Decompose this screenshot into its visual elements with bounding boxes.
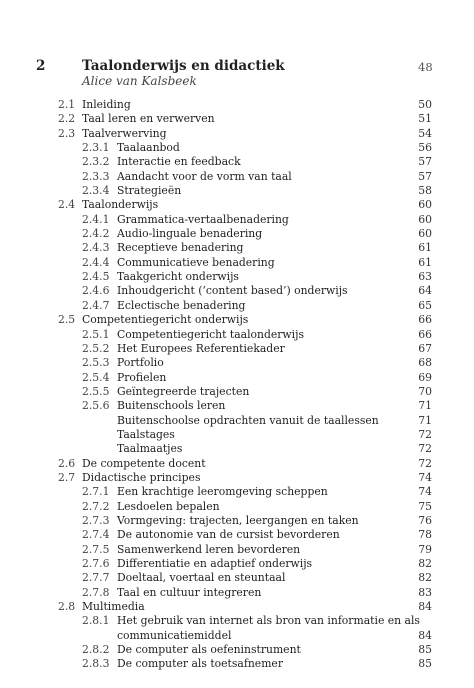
toc-entry-title: Didactische principes bbox=[82, 470, 201, 484]
toc-entry-title: Portfolio bbox=[117, 356, 164, 370]
toc-entry-number: 2.7.5 bbox=[82, 542, 110, 556]
toc-entry bbox=[0, 514, 474, 528]
toc-entry-page: 60 bbox=[418, 212, 432, 226]
toc-entry bbox=[0, 213, 474, 227]
toc-entry bbox=[0, 557, 474, 571]
toc-entry-number: 2.5.2 bbox=[82, 341, 110, 355]
toc-entry-title: Vormgeving: trajecten, leergangen en taken bbox=[117, 513, 359, 527]
toc-entry-page: 63 bbox=[418, 270, 432, 284]
toc-entry bbox=[0, 500, 474, 514]
toc-entry-number: 2.3.4 bbox=[82, 184, 110, 198]
toc-entry-page: 61 bbox=[418, 241, 432, 255]
toc-entry-number: 2.5.3 bbox=[82, 356, 110, 370]
toc-entry-number: 2.5.4 bbox=[82, 370, 110, 384]
chapter-number: 2 bbox=[36, 58, 46, 74]
toc-entry-title: Taalaanbod bbox=[117, 141, 180, 155]
toc-entry-page: 74 bbox=[418, 470, 432, 484]
toc-entry-title: Samenwerkend leren bevorderen bbox=[117, 542, 301, 556]
toc-entry-page: 83 bbox=[418, 585, 432, 599]
toc-entry-page: 51 bbox=[418, 112, 432, 126]
toc-entry bbox=[0, 528, 474, 542]
toc-entry-number: 2.7.8 bbox=[82, 585, 110, 599]
toc-entry-title: Audio-linguale benadering bbox=[117, 227, 263, 241]
toc-entry-number: 2.4.3 bbox=[82, 241, 110, 255]
toc-entry-title: Multimedia bbox=[82, 600, 145, 614]
toc-entry-number: 2.3.2 bbox=[82, 155, 110, 169]
toc-entry-page: 66 bbox=[418, 313, 432, 327]
toc-entry-page: 72 bbox=[418, 442, 432, 456]
toc-entry bbox=[0, 356, 474, 370]
toc-entry-number: 2.1 bbox=[58, 98, 76, 111]
toc-entry-page: 56 bbox=[418, 141, 432, 155]
toc-entry-title: Buitenschools leren bbox=[117, 399, 226, 413]
toc-entry bbox=[0, 571, 474, 585]
toc-entry-page: 57 bbox=[418, 155, 432, 169]
toc-entry-page: 70 bbox=[418, 384, 432, 398]
toc-entry-number: 2.4.6 bbox=[82, 284, 110, 298]
toc-entry-number: 2.4.4 bbox=[82, 255, 110, 269]
toc-entry bbox=[0, 299, 474, 313]
toc-entry-number: 2.7.3 bbox=[82, 513, 110, 527]
toc-entry bbox=[0, 457, 474, 471]
toc-entry-page: 61 bbox=[418, 255, 432, 269]
toc-entry bbox=[0, 543, 474, 557]
toc-entry-number: 2.7.1 bbox=[82, 485, 110, 499]
chapter-heading bbox=[0, 56, 474, 92]
toc-entry-page: 68 bbox=[418, 356, 432, 370]
toc-list bbox=[0, 98, 474, 672]
toc-entry-page: 78 bbox=[418, 528, 432, 542]
toc-entry-title: Strategieën bbox=[117, 184, 182, 198]
toc-entry-page: 71 bbox=[418, 413, 432, 427]
toc-entry-page: 79 bbox=[418, 542, 432, 556]
toc-entry-number: 2.8 bbox=[58, 600, 76, 614]
toc-entry-title: Lesdoelen bepalen bbox=[117, 499, 220, 513]
toc-entry bbox=[0, 270, 474, 284]
toc-entry bbox=[0, 141, 474, 155]
toc-entry-number: 2.4.2 bbox=[82, 227, 110, 241]
toc-entry-page: 72 bbox=[418, 427, 432, 441]
toc-entry-title: Geïntegreerde trajecten bbox=[117, 384, 250, 398]
toc-entry-number: 2.4.1 bbox=[82, 212, 110, 226]
toc-entry bbox=[0, 600, 474, 614]
toc-entry bbox=[0, 414, 474, 428]
toc-entry-number: 2.2 bbox=[58, 112, 76, 126]
toc-entry-title: Taalmaatjes bbox=[117, 442, 183, 456]
toc-entry-page: 58 bbox=[418, 184, 432, 198]
toc-entry-title: Eclectische benadering bbox=[117, 298, 246, 312]
toc-entry-title: Taalstages bbox=[117, 427, 175, 441]
toc-entry bbox=[0, 170, 474, 184]
toc-entry-title: Het Europees Referentiekader bbox=[117, 341, 285, 355]
toc-entry bbox=[0, 184, 474, 198]
toc-entry-title: De computer als toetsafnemer bbox=[117, 657, 283, 671]
toc-entry-title: Taakgericht onderwijs bbox=[117, 270, 239, 284]
toc-entry-page: 76 bbox=[418, 513, 432, 527]
toc-entry-number: 2.5.1 bbox=[82, 327, 110, 341]
toc-entry-number: 2.3.1 bbox=[82, 141, 110, 155]
toc-entry bbox=[0, 385, 474, 399]
toc-entry-page: 85 bbox=[418, 643, 432, 657]
toc-entry-page: 65 bbox=[418, 298, 432, 312]
toc-entry-number: 2.5 bbox=[58, 313, 76, 327]
toc-entry bbox=[0, 657, 474, 671]
toc-entry-title: De computer als oefeninstrument bbox=[117, 643, 301, 657]
toc-entry-number: 2.4.7 bbox=[82, 298, 110, 312]
toc-entry-number: 2.4.5 bbox=[82, 270, 110, 284]
toc-entry-title: Profielen bbox=[117, 370, 167, 384]
toc-entry-page: 66 bbox=[418, 327, 432, 341]
toc-entry-title: Buitenschoolse opdrachten vanuit de taallessen bbox=[117, 413, 379, 427]
toc-entry-title: communicatiemiddel bbox=[117, 628, 232, 642]
chapter-page-number: 48 bbox=[418, 60, 433, 74]
toc-entry-title: Taal leren en verwerven bbox=[82, 112, 215, 126]
toc-entry bbox=[0, 127, 474, 141]
toc-entry bbox=[0, 586, 474, 600]
toc-entry bbox=[0, 98, 474, 112]
toc-entry-title: Communicatieve benadering bbox=[117, 255, 275, 269]
toc-entry-title: De autonomie van de cursist bevorderen bbox=[117, 528, 340, 542]
chapter-author: Alice van Kalsbeek bbox=[82, 74, 197, 88]
chapter-title: Taalonderwijs en didactiek bbox=[82, 58, 285, 74]
toc-entry bbox=[0, 342, 474, 356]
toc-entry-page: 71 bbox=[418, 399, 432, 413]
toc-entry bbox=[0, 198, 474, 212]
toc-entry-page: 72 bbox=[418, 456, 432, 470]
toc-entry-page: 67 bbox=[418, 341, 432, 355]
toc-entry bbox=[0, 485, 474, 499]
toc-entry-title: Inleiding bbox=[82, 98, 131, 111]
toc-entry-number: 2.8.1 bbox=[82, 614, 110, 628]
toc-entry-title: Interactie en feedback bbox=[117, 155, 241, 169]
toc-entry-title: Taalonderwijs bbox=[82, 198, 159, 212]
toc-entry-number: 2.6 bbox=[58, 456, 76, 470]
toc-entry-title: Receptieve benadering bbox=[117, 241, 244, 255]
toc-entry bbox=[0, 399, 474, 413]
toc-entry-number: 2.7 bbox=[58, 470, 76, 484]
toc-entry-page: 74 bbox=[418, 485, 432, 499]
toc-entry bbox=[0, 471, 474, 485]
toc-entry-page: 69 bbox=[418, 370, 432, 384]
toc-entry-page: 54 bbox=[418, 126, 432, 140]
toc-entry-title: Taalverwerving bbox=[82, 126, 167, 140]
toc-entry bbox=[0, 284, 474, 298]
toc-entry-title: Doeltaal, voertaal en steuntaal bbox=[117, 571, 286, 585]
toc-entry bbox=[0, 614, 474, 628]
toc-entry-page: 84 bbox=[418, 600, 432, 614]
toc-entry-title: De competente docent bbox=[82, 456, 206, 470]
toc-entry-title: Taal en cultuur integreren bbox=[117, 585, 262, 599]
toc-entry bbox=[0, 442, 474, 456]
toc-entry-number: 2.5.6 bbox=[82, 399, 110, 413]
toc-entry-number: 2.5.5 bbox=[82, 384, 110, 398]
toc-entry-number: 2.7.4 bbox=[82, 528, 110, 542]
toc-entry-title: Aandacht voor de vorm van taal bbox=[117, 169, 292, 183]
toc-entry bbox=[0, 241, 474, 255]
toc-entry-number: 2.3.3 bbox=[82, 169, 110, 183]
toc-entry-title: Inhoudgericht (‘content based’) onderwijs bbox=[117, 284, 348, 298]
toc-entry-page: 57 bbox=[418, 169, 432, 183]
toc-entry bbox=[0, 256, 474, 270]
toc-entry-number: 2.3 bbox=[58, 126, 76, 140]
toc-entry-page: 64 bbox=[418, 284, 432, 298]
toc-entry bbox=[0, 371, 474, 385]
toc-entry bbox=[0, 428, 474, 442]
toc-entry-page: 60 bbox=[418, 227, 432, 241]
toc-entry-title: Competentiegericht onderwijs bbox=[82, 313, 249, 327]
toc-entry-title: Een krachtige leeromgeving scheppen bbox=[117, 485, 328, 499]
toc-entry-number: 2.8.3 bbox=[82, 657, 110, 671]
toc-entry-page: 82 bbox=[418, 557, 432, 570]
toc-entry-number: 2.8.2 bbox=[82, 643, 110, 657]
toc-entry bbox=[0, 313, 474, 327]
toc-entry-page: 50 bbox=[418, 98, 432, 111]
toc-entry-page: 82 bbox=[418, 571, 432, 585]
toc-entry bbox=[0, 643, 474, 657]
toc-entry-page: 60 bbox=[418, 198, 432, 212]
toc-entry-page: 75 bbox=[418, 499, 432, 513]
toc-entry-title: Competentiegericht taalonderwijs bbox=[117, 327, 305, 341]
toc-entry bbox=[0, 112, 474, 126]
toc-entry-title: Grammatica-vertaalbenadering bbox=[117, 212, 289, 226]
toc-entry bbox=[0, 227, 474, 241]
toc-entry-page: 84 bbox=[418, 628, 432, 642]
toc-entry bbox=[0, 328, 474, 342]
toc-entry bbox=[0, 155, 474, 169]
toc-entry-title: Differentiatie en adaptief onderwijs bbox=[117, 557, 313, 570]
toc-entry-page: 85 bbox=[418, 657, 432, 671]
toc-entry-number: 2.4 bbox=[58, 198, 76, 212]
toc-entry-number: 2.7.2 bbox=[82, 499, 110, 513]
toc-entry-title: Het gebruik van internet als bron van informatie en als bbox=[117, 614, 420, 628]
toc-entry-number: 2.7.6 bbox=[82, 557, 110, 570]
toc-entry bbox=[0, 629, 474, 643]
toc-entry-number: 2.7.7 bbox=[82, 571, 110, 585]
